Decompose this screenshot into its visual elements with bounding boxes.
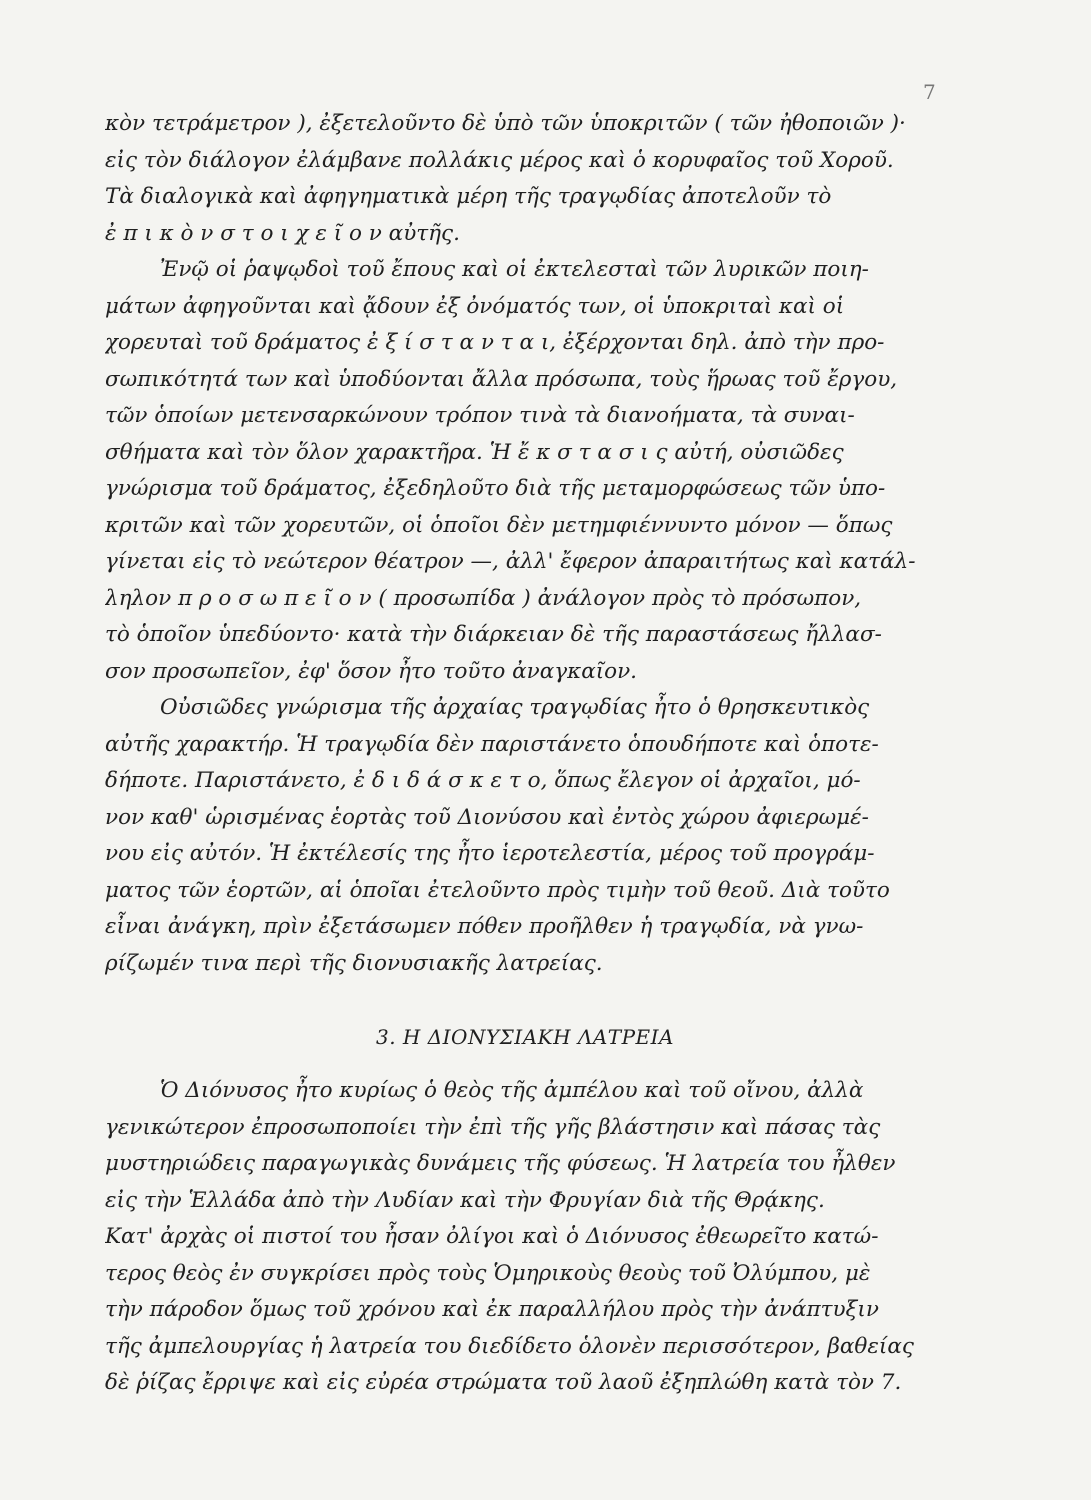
text-line: κὸν τετράμετρον ), ἐξετελοῦντο δὲ ὑπὸ τῶν ὑποκριτῶν ( τῶν ἠθοποιῶν )·: [105, 111, 906, 136]
text-line: Τὰ διαλογικὰ καὶ ἀφηγηματικὰ μέρη τῆς τραγῳδίας ἀποτελοῦν τὸ: [105, 184, 832, 209]
text-line: σον προσωπεῖον, ἐφ' ὅσον ἦτο τοῦτο ἀναγκαῖον.: [105, 658, 638, 684]
text-line: Ὁ Διόνυσος ἦτο κυρίως ὁ θεὸς τῆς ἀμπέλου καὶ τοῦ οἴνου, ἀλλὰ: [160, 1078, 864, 1103]
text-line: αὐτῆς χαρακτήρ. Ἡ τραγῳδία δὲν παριστάνετο ὁπουδήποτε καὶ ὁποτε-: [105, 731, 879, 757]
text-line: νον καθ' ὡρισμένας ἑορτὰς τοῦ Διονύσου καὶ ἐντὸς χώρου ἀφιερωμέ-: [105, 804, 869, 830]
text-line: τερος θεὸς ἐν συγκρίσει πρὸς τοὺς Ὁμηρικοὺς θεοὺς τοῦ Ὀλύμπου, μὲ: [105, 1260, 871, 1286]
text-line: ληλον π ρ ο σ ω π ε ῖ ο ν ( προσωπίδα ) ἀνάλογον πρὸς τὸ πρόσωπον,: [105, 585, 862, 611]
text-line: Ἐνῷ οἱ ῥαψῳδοὶ τοῦ ἔπους καὶ οἱ ἐκτελεσταὶ τῶν λυρικῶν ποιη-: [160, 257, 869, 282]
text-line: Κατ' ἀρχὰς οἱ πιστοί του ἦσαν ὀλίγοι καὶ ὁ Διόνυσος ἐθεωρεῖτο κατώ-: [105, 1224, 879, 1249]
text-line: εἰς τὴν Ἑλλάδα ἀπὸ τὴν Λυδίαν καὶ τὴν Φρυγίαν διὰ τῆς Θρᾴκης.: [105, 1187, 825, 1213]
text-line: τὸ ὁποῖον ὑπεδύοντο· κατὰ τὴν διάρκειαν δὲ τῆς παραστάσεως ἤλλασ-: [105, 622, 882, 647]
section-spacer: [105, 982, 945, 1019]
text-line: μάτων ἀφηγοῦνται καὶ ᾄδουν ἐξ ὀνόματός των, οἱ ὑποκριταὶ καὶ οἱ: [105, 293, 845, 319]
text-line: τῆς ἀμπελουργίας ἡ λατρεία του διεδίδετο ὁλονὲν περισσότερον, βαθείας: [105, 1333, 914, 1359]
text-line: γνώρισμα τοῦ δράματος, ἐξεδηλοῦτο διὰ τῆς μεταμορφώσεως τῶν ὑπο-: [105, 476, 886, 501]
text-line: τὴν πάροδον ὅμως τοῦ χρόνου καὶ ἐκ παραλλήλου πρὸς τὴν ἀνάπτυξιν: [105, 1297, 879, 1322]
text-line: σθήματα καὶ τὸν ὅλον χαρακτῆρα. Ἡ ἔ κ σ τ α σ ι ς αὐτή, οὐσιῶδες: [105, 439, 844, 465]
page-number: 7: [923, 80, 936, 104]
text-line: γίνεται εἰς τὸ νεώτερον θέατρον —, ἀλλ' ἔφερον ἀπαραιτήτως καὶ κατάλ-: [105, 549, 916, 574]
text-line: μυστηριώδεις παραγωγικὰς δυνάμεις τῆς φύσεως. Ἡ λατρεία του ἦλθεν: [105, 1151, 896, 1176]
text-line: σωπικότητά των καὶ ὑποδύονται ἄλλα πρόσωπα, τοὺς ἥρωας τοῦ ἔργου,: [105, 366, 898, 392]
text-line: γενικώτερον ἐπροσωποποίει τὴν ἐπὶ τῆς γῆς βλάστησιν καὶ πάσας τὰς: [105, 1114, 881, 1140]
text-line: ἐ π ι κ ὸ ν σ τ ο ι χ ε ῖ ο ν αὐτῆς.: [105, 220, 460, 246]
section-heading: 3. Η ΔΙΟΝΥΣΙΑΚΗ ΛΑΤΡΕΙΑ: [375, 1024, 675, 1049]
text-line: εἰς τὸν διάλογον ἐλάμβανε πολλάκις μέρος καὶ ὁ κορυφαῖος τοῦ Χοροῦ.: [105, 147, 894, 173]
text-line: εἶναι ἀνάγκη, πρὶν ἐξετάσωμεν πόθεν προῆλθεν ἡ τραγῳδία, νὰ γνω-: [105, 914, 864, 939]
text-line: κριτῶν καὶ τῶν χορευτῶν, οἱ ὁποῖοι δὲν μετημφιέννυντο μόνον — ὅπως: [105, 512, 893, 538]
text-line: χορευταὶ τοῦ δράματος ἐ ξ ί σ τ α ν τ α ι, ἐξέρχονται δηλ. ἀπὸ τὴν προ-: [105, 330, 885, 355]
text-line: ματος τῶν ἑορτῶν, αἱ ὁποῖαι ἐτελοῦντο πρὸς τιμὴν τοῦ θεοῦ. Διὰ τοῦτο: [105, 877, 890, 903]
text-line: νου εἰς αὐτόν. Ἡ ἐκτέλεσίς της ἦτο ἱεροτελεστία, μέρος τοῦ προγράμ-: [105, 841, 875, 866]
text-line: δήποτε. Παριστάνετο, ἐ δ ι δ ά σ κ ε τ ο, ὅπως ἔλεγον οἱ ἀρχαῖοι, μό-: [105, 768, 861, 793]
section-spacer: [105, 1055, 945, 1073]
page-body: [105, 106, 945, 1402]
text-line: τῶν ὁποίων μετενσαρκώνουν τρόπον τινὰ τὰ διανοήματα, τὰ συναι-: [105, 403, 855, 428]
text-line: δὲ ῥίζας ἔρριψε καὶ εἰς εὐρέα στρώματα τοῦ λαοῦ ἐξηπλώθη κατὰ τὸν 7.: [105, 1370, 902, 1395]
text-line: ρίζωμέν τινα περὶ τῆς διονυσιακῆς λατρείας.: [105, 950, 603, 976]
text-line: Οὐσιῶδες γνώρισμα τῆς ἀρχαίας τραγῳδίας ἦτο ὁ θρησκευτικὸς: [160, 695, 870, 720]
